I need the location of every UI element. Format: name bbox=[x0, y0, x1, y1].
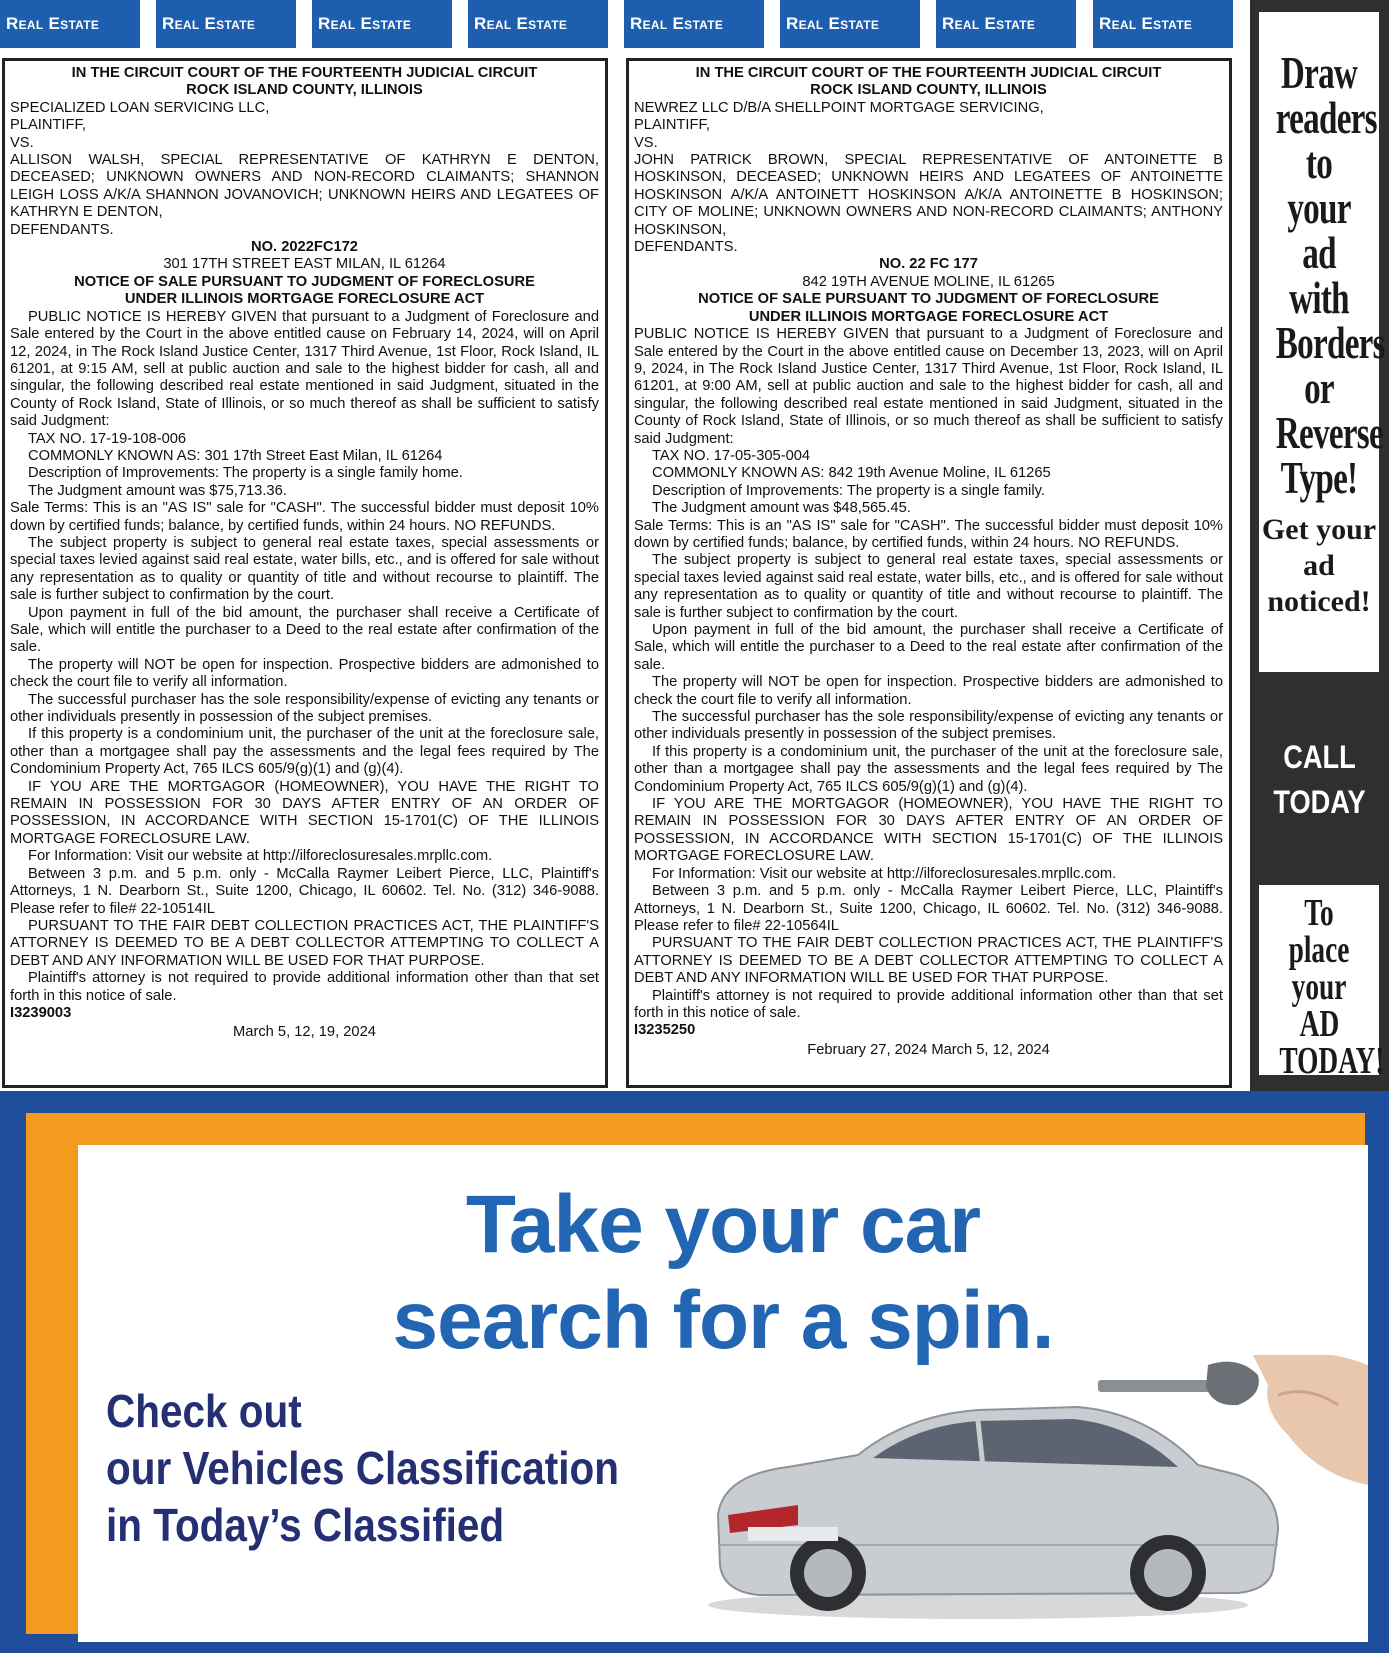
section-tab: Real Estate bbox=[780, 0, 920, 48]
plaintiff-label: PLAINTIFF, bbox=[10, 117, 86, 134]
defendants-label: DEFENDANTS. bbox=[10, 221, 114, 238]
sidebar-promo-ad bbox=[1250, 0, 1389, 1091]
vehicles-banner-ad bbox=[0, 1091, 1389, 1653]
condominium-paragraph: If this property is a condominium unit, the purchaser of the unit at the foreclosure sale, other than a mortgagee shall pay the assessments and the legal fees required by The Condominium Property Act, 765 ILCS 605/9(g)(1) and (g)(4). bbox=[634, 743, 1223, 795]
promo-word: to bbox=[1305, 137, 1333, 188]
evicting-paragraph: The successful purchaser has the sole responsibility/expense of evicting any tenants or other individuals presently in possession of the subject premises. bbox=[10, 691, 599, 726]
defendants-names: JOHN PATRICK BROWN, SPECIAL REPRESENTATIVE OF ANTOINETTE B HOSKINSON, DECEASED; UNKNOWN HEIRS AND LEGATEES OF ANTOINETTE HOSKINSON A/K/A ANTOINETT HOSKINSON A/K/A ANTOINETTE B HOSKINSON; CITY OF MOLINE; UNKNOWN OWNERS AND NON-RECORD CLAIMANTS; ANTHONY HOSKINSON, bbox=[634, 152, 1223, 238]
get-noticed-line: noticed! bbox=[1267, 585, 1371, 618]
callout-line: in Today’s Classified bbox=[106, 1499, 505, 1551]
section-tab: Real Estate bbox=[1093, 0, 1233, 48]
attorney-contact-paragraph: Between 3 p.m. and 5 p.m. only - McCalla Raymer Leibert Pierce, LLC, Plaintiff's Attorneys, 1 N. Dearborn St., Suite 1200, Chicago, IL 60602. Tel. No. (312) 346-9088. Please refer to file# 22-10514IL bbox=[10, 865, 599, 917]
fdcpa-paragraph: PURSUANT TO THE FAIR DEBT COLLECTION PRACTICES ACT, THE PLAINTIFF'S ATTORNEY IS DEEMED TO BE A DEBT COLLECTOR ATTEMPTING TO COLLECT A DEBT AND ANY INFORMATION WILL BE USED FOR THAT PURPOSE. bbox=[10, 917, 599, 969]
banner-headline bbox=[78, 1177, 1368, 1369]
section-tab: Real Estate bbox=[312, 0, 452, 48]
subject-property-paragraph: The subject property is subject to general real estate taxes, special assessments or special taxes levied against said real estate, water bills, etc., and is offered for sale without any representation as to quality or quantity of title and without recourse to plaintiff. The sale is further subject to confirmation by the court. bbox=[634, 552, 1223, 621]
section-header-tabs bbox=[0, 0, 1233, 48]
publication-dates: March 5, 12, 19, 2024 bbox=[233, 1024, 376, 1041]
inspection-paragraph: The property will NOT be open for inspection. Prospective bidders are admonished to check the court file to verify all information. bbox=[634, 674, 1223, 708]
fdcpa-paragraph: PURSUANT TO THE FAIR DEBT COLLECTION PRACTICES ACT, THE PLAINTIFF'S ATTORNEY IS DEEMED TO BE A DEBT COLLECTOR ATTEMPTING TO COLLECT A DEBT AND ANY INFORMATION WILL BE USED FOR THAT PURPOSE. bbox=[634, 935, 1223, 987]
sale-terms: Sale Terms: This is an "AS IS" sale for "CASH". The successful bidder must deposit 10% down by certified funds; balance, by certified funds, within 24 hours. NO REFUNDS. bbox=[634, 517, 1223, 551]
notice-title: NOTICE OF SALE PURSUANT TO JUDGMENT OF FORECLOSURE bbox=[698, 291, 1159, 308]
defendants-names: ALLISON WALSH, SPECIAL REPRESENTATIVE OF KATHRYN E DENTON, DECEASED; UNKNOWN OWNERS AND NON-RECORD CLAIMANTS; SHANNON LEIGH LOSS A/K/A SHANNON JOVANOVICH; UNKNOWN HEIRS AND LEGATEES OF KATHRYN E DENTON, bbox=[10, 152, 599, 221]
place-ad-line: AD bbox=[1299, 1003, 1339, 1045]
information-line: For Information: Visit our website at http://ilforeclosuresales.mrpllc.com. bbox=[28, 848, 493, 865]
sale-terms: Sale Terms: This is an "AS IS" sale for "CASH". The successful bidder must deposit 10% down by certified funds; balance, by certified funds, within 24 hours. NO REFUNDS. bbox=[10, 500, 599, 534]
classified-callout bbox=[106, 1383, 619, 1554]
callout-line: our Vehicles Classification bbox=[106, 1442, 619, 1494]
place-ad-line: your bbox=[1291, 966, 1347, 1008]
court-name: IN THE CIRCUIT COURT OF THE FOURTEENTH JUDICIAL CIRCUIT bbox=[71, 65, 538, 81]
inspection-paragraph: The property will NOT be open for inspection. Prospective bidders are admonished to check the court file to verify all information. bbox=[10, 656, 599, 691]
tax-number: TAX NO. 17-19-108-006 bbox=[28, 430, 187, 447]
tax-number: TAX NO. 17-05-305-004 bbox=[652, 447, 811, 464]
public-notice-paragraph: PUBLIC NOTICE IS HEREBY GIVEN that pursuant to a Judgment of Foreclosure and Sale entered by the Court in the above entitled cause on February 14, 2024, will on April 12, 2024, in The Rock Island Justice Center, 1317 Third Avenue, 1st Floor, Rock Island, IL 61201, at 9:15 AM, sell at public auction and sale to the highest bidder for cash, all and singular, the following described real estate mentioned in said Judgment, situated in the County of Rock Island, State of Illinois, or so much thereof as shall be sufficient to satisfy said Judgment: bbox=[10, 308, 599, 430]
promo-word: or bbox=[1304, 362, 1334, 413]
property-address: 842 19TH AVENUE MOLINE, IL 61265 bbox=[802, 273, 1055, 290]
versus: VS. bbox=[634, 134, 658, 151]
defendants-label: DEFENDANTS. bbox=[634, 239, 738, 256]
upon-payment-paragraph: Upon payment in full of the bid amount, the purchaser shall receive a Certificate of Sale, which will entitle the purchaser to a Deed to the real estate after confirmation of the sale. bbox=[634, 622, 1223, 673]
promo-word: with bbox=[1289, 272, 1349, 323]
judgment-amount: The Judgment amount was $75,713.36. bbox=[28, 482, 287, 499]
section-tab: Real Estate bbox=[0, 0, 140, 48]
ad-id: I3235250 bbox=[634, 1022, 696, 1039]
information-line: For Information: Visit our website at http://ilforeclosuresales.mrpllc.com. bbox=[652, 865, 1117, 882]
get-noticed-line: Get your bbox=[1261, 513, 1377, 546]
notice-subtitle: UNDER ILLINOIS MORTGAGE FORECLOSURE ACT bbox=[124, 291, 485, 308]
court-name: IN THE CIRCUIT COURT OF THE FOURTEENTH JUDICIAL CIRCUIT bbox=[695, 65, 1162, 81]
place-ad-panel bbox=[1259, 885, 1385, 1082]
case-number: NO. 2022FC172 bbox=[251, 239, 358, 256]
public-notice-paragraph: PUBLIC NOTICE IS HEREBY GIVEN that pursuant to a Judgment of Foreclosure and Sale entered by the Court in the above entitled cause on December 13, 2023, will on April 9, 2024, in The Rock Island Justice Center, 1317 Third Avenue, 1st Floor, Rock Island, IL 61201, at 9:00 AM, sell at public auction and sale to the highest bidder for cash, all and singular, the following described real estate mentioned in said Judgment, situated in the County of Rock Island, State of Illinois, or so much thereof as shall be sufficient to satisfy said Judgment: bbox=[634, 326, 1223, 447]
commonly-known-as: COMMONLY KNOWN AS: 842 19th Avenue Moline, IL 61265 bbox=[652, 465, 1051, 482]
property-address: 301 17TH STREET EAST MILAN, IL 61264 bbox=[163, 256, 446, 273]
attorney-contact-paragraph: Between 3 p.m. and 5 p.m. only - McCalla Raymer Leibert Pierce, LLC, Plaintiff's Attorneys, 1 N. Dearborn St., Suite 1200, Chicago, IL 60602. Tel. No. (312) 346-9088. Please refer to file# 22-10564IL bbox=[634, 883, 1223, 934]
commonly-known-as: COMMONLY KNOWN AS: 301 17th Street East Milan, IL 61264 bbox=[28, 447, 443, 464]
car-icon bbox=[708, 1407, 1278, 1619]
place-ad-line: To place bbox=[1288, 892, 1350, 971]
borders-promo-panel bbox=[1259, 12, 1385, 672]
promo-word: Reverse bbox=[1275, 407, 1383, 458]
judgment-amount: The Judgment amount was $48,565.45. bbox=[652, 500, 911, 517]
condominium-paragraph: If this property is a condominium unit, the purchaser of the unit at the foreclosure sale, other than a mortgagee shall pay the assessments and the legal fees required by The Condominium Property Act, 765 ILCS 605/9(g)(1) and (g)(4). bbox=[10, 726, 599, 778]
car-with-key-illustration bbox=[678, 1355, 1368, 1635]
plaintiff-name: SPECIALIZED LOAN SERVICING LLC, bbox=[10, 99, 270, 116]
versus: VS. bbox=[10, 134, 34, 151]
notice-subtitle: UNDER ILLINOIS MORTGAGE FORECLOSURE ACT bbox=[748, 308, 1109, 325]
call-today-text bbox=[1260, 735, 1378, 825]
section-tab: Real Estate bbox=[624, 0, 764, 48]
call-today-line: CALL bbox=[1283, 739, 1356, 775]
headline-line: Take your car bbox=[465, 1179, 981, 1270]
promo-word: Borders bbox=[1275, 317, 1385, 368]
evicting-paragraph: The successful purchaser has the sole responsibility/expense of evicting any tenants or other individuals presently in possession of the subject premises. bbox=[634, 709, 1223, 743]
promo-word: your bbox=[1287, 182, 1351, 233]
publication-dates: February 27, 2024 March 5, 12, 2024 bbox=[807, 1041, 1050, 1058]
section-tab: Real Estate bbox=[468, 0, 608, 48]
improvements-description: Description of Improvements: The property is a single family home. bbox=[28, 465, 463, 482]
subject-property-paragraph: The subject property is subject to general real estate taxes, special assessments or special taxes levied against said real estate, water bills, etc., and is offered for sale without any representation as to quality or quantity of title and without recourse to plaintiff. The sale is further subject to confirmation by the court. bbox=[10, 534, 599, 604]
improvements-description: Description of Improvements: The property is a single family. bbox=[652, 482, 1045, 499]
legal-notice-1 bbox=[2, 58, 608, 1088]
mortgagor-paragraph: IF YOU ARE THE MORTGAGOR (HOMEOWNER), YOU HAVE THE RIGHT TO REMAIN IN POSSESSION FOR 30 DAYS AFTER ENTRY OF AN ORDER OF POSSESSION, IN ACCORDANCE WITH SECTION 15-1701(C) OF THE ILLINOIS MORTGAGE FORECLOSURE LAW. bbox=[10, 778, 599, 847]
county-name: ROCK ISLAND COUNTY, ILLINOIS bbox=[810, 82, 1047, 99]
call-today-line: TODAY bbox=[1273, 784, 1366, 820]
county-name: ROCK ISLAND COUNTY, ILLINOIS bbox=[186, 82, 423, 99]
place-ad-line: TODAY! bbox=[1279, 1040, 1385, 1082]
ad-id: I3239003 bbox=[10, 1004, 72, 1021]
get-noticed-text bbox=[1259, 512, 1379, 620]
legal-notice-2 bbox=[626, 58, 1232, 1088]
banner-orange-frame bbox=[26, 1113, 1365, 1634]
promo-word: Type! bbox=[1280, 452, 1358, 503]
get-noticed-line: ad bbox=[1303, 549, 1335, 582]
not-required-paragraph: Plaintiff's attorney is not required to provide additional information other than that set forth in this notice of sale. bbox=[10, 970, 599, 1004]
callout-line: Check out bbox=[106, 1385, 302, 1437]
case-number: NO. 22 FC 177 bbox=[879, 256, 978, 273]
headline-line: search for a spin. bbox=[392, 1275, 1054, 1366]
banner-content bbox=[78, 1145, 1368, 1642]
promo-word: ad bbox=[1302, 227, 1336, 278]
section-tab: Real Estate bbox=[156, 0, 296, 48]
section-tab: Real Estate bbox=[936, 0, 1076, 48]
not-required-paragraph: Plaintiff's attorney is not required to provide additional information other than that set forth in this notice of sale. bbox=[634, 987, 1223, 1021]
notice-title: NOTICE OF SALE PURSUANT TO JUDGMENT OF FORECLOSURE bbox=[74, 273, 535, 290]
plaintiff-name: NEWREZ LLC D/B/A SHELLPOINT MORTGAGE SERVICING, bbox=[634, 99, 1044, 116]
mortgagor-paragraph: IF YOU ARE THE MORTGAGOR (HOMEOWNER), YOU HAVE THE RIGHT TO REMAIN IN POSSESSION FOR 30 DAYS AFTER ENTRY OF AN ORDER OF POSSESSION, IN ACCORDANCE WITH SECTION 15-1701(C) OF THE ILLINOIS MORTGAGE FORECLOSURE LAW. bbox=[634, 796, 1223, 865]
plaintiff-label: PLAINTIFF, bbox=[634, 117, 710, 134]
upon-payment-paragraph: Upon payment in full of the bid amount, the purchaser shall receive a Certificate of Sale, which will entitle the purchaser to a Deed to the real estate after confirmation of the sale. bbox=[10, 604, 599, 656]
promo-word: Draw bbox=[1280, 47, 1358, 98]
promo-word: readers bbox=[1275, 92, 1377, 143]
